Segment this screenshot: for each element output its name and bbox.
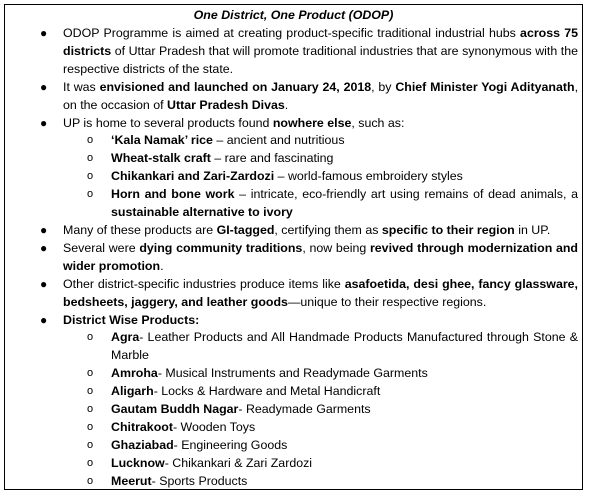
bold-text: Wheat-stalk craft xyxy=(111,151,211,166)
district-item xyxy=(63,473,578,491)
bold-text: Uttar Pradesh Divas xyxy=(167,97,285,112)
text: , on the occasion of xyxy=(63,79,579,112)
bold-text: ‘Kala Namak’ rice xyxy=(111,133,213,148)
bullet-icon: o xyxy=(87,420,94,433)
text: . xyxy=(160,258,164,273)
bullet-icon: o xyxy=(87,385,94,398)
text: – rare and fascinating xyxy=(210,151,334,166)
bullet-icon: ● xyxy=(40,115,48,130)
bullet-icon: o xyxy=(87,152,94,165)
district-item xyxy=(63,455,578,473)
text: , certifying them as xyxy=(274,222,382,237)
text: It was xyxy=(63,79,100,94)
bold-text: Chief Minister Yogi Adityanath xyxy=(395,79,575,94)
bullet-icon: ● xyxy=(40,276,48,291)
text: UP is home to several products found xyxy=(63,115,273,130)
main-bullet-list xyxy=(5,25,582,491)
bold-text: Horn and bone work xyxy=(111,187,235,202)
text: Many of these products are xyxy=(63,222,217,237)
bullet-icon: o xyxy=(87,403,94,416)
bullet-icon: ● xyxy=(40,312,48,327)
sub-list-item xyxy=(63,150,578,168)
bullet-icon: ● xyxy=(40,79,48,94)
district-product: - Sports Products xyxy=(151,473,248,488)
district-item xyxy=(63,383,578,401)
district-product: - Engineering Goods xyxy=(173,437,288,452)
bold-text: District Wise Products: xyxy=(63,312,200,327)
district-name: Chitrakoot xyxy=(111,419,173,434)
district-product: - Musical Instruments and Readymade Garments xyxy=(157,366,428,381)
bullet-icon: o xyxy=(87,456,94,469)
district-item xyxy=(63,437,578,455)
bold-text: nowhere else xyxy=(272,115,352,130)
bold-text: GI-tagged xyxy=(216,222,275,237)
text: – ancient and nutritious xyxy=(212,133,345,148)
text: ODOP Programme is aimed at creating product-specific traditional industrial hubs xyxy=(63,26,521,40)
text: of Uttar Pradesh that will promote traditional industries that are synonymous with the respective districts of the state. xyxy=(63,43,578,76)
odop-note-box xyxy=(4,4,583,490)
bold-text: specific to their region xyxy=(381,222,515,237)
text: —unique to their respective regions. xyxy=(287,294,487,309)
text: Several were xyxy=(63,240,140,255)
text: Other district-specific industries produce items like xyxy=(63,276,345,291)
district-name: Amroha xyxy=(111,366,158,381)
bullet-icon: o xyxy=(87,367,94,380)
district-item xyxy=(63,419,578,437)
sub-list-item xyxy=(63,132,578,150)
bold-text: envisioned and launched on January 24, 2018 xyxy=(99,79,372,94)
list-item xyxy=(5,222,582,240)
district-product: - Readymade Garments xyxy=(238,402,371,417)
bold-text: sustainable alternative to ivory xyxy=(111,205,293,220)
bullet-icon: o xyxy=(87,331,94,344)
bullet-icon: ● xyxy=(40,26,48,40)
district-product: - Wooden Toys xyxy=(172,419,256,434)
sub-list-item xyxy=(63,168,578,186)
district-name: Lucknow xyxy=(111,455,165,470)
district-name: Meerut xyxy=(111,473,152,488)
district-product: - Leather Products and All Handmade Products Manufactured through Stone & Marble xyxy=(111,330,578,363)
district-name: Agra xyxy=(111,330,140,345)
text: , by xyxy=(371,79,396,94)
sub-bullet-list xyxy=(63,132,578,222)
list-item xyxy=(5,240,582,276)
list-item xyxy=(5,276,582,312)
text: , such as: xyxy=(351,115,405,130)
bold-text: Chikankari and Zari-Zardozi xyxy=(111,169,275,184)
district-name: Aligarh xyxy=(111,384,154,399)
bullet-icon: ● xyxy=(40,240,48,255)
bullet-icon: o xyxy=(87,188,94,201)
bold-text: dying community traditions xyxy=(139,240,303,255)
district-item xyxy=(63,329,578,365)
text: – world-famous embroidery styles xyxy=(274,169,463,184)
district-list xyxy=(63,329,578,490)
list-item xyxy=(5,115,582,222)
list-item xyxy=(5,25,582,79)
bullet-icon: ● xyxy=(40,222,48,237)
bullet-icon: o xyxy=(87,134,94,147)
bold-text: across 75 districts xyxy=(63,26,578,58)
list-item xyxy=(5,312,582,491)
list-item xyxy=(5,79,582,115)
bold-text: asafoetida, desi ghee, fancy glassware, bedsheets, jaggery, and leather goods xyxy=(63,276,578,309)
district-name: Ghaziabad xyxy=(111,437,174,452)
district-item xyxy=(63,365,578,383)
text: in UP. xyxy=(514,222,551,237)
sub-list-item xyxy=(63,186,578,222)
bullet-icon: o xyxy=(87,438,94,451)
district-product: - Chikankari & Zari Zardozi xyxy=(164,455,313,470)
text: – intricate, eco-friendly art using remains of dead animals, a xyxy=(234,187,578,202)
bullet-icon: o xyxy=(87,474,94,487)
page-title: One District, One Product (ODOP) xyxy=(193,8,394,22)
district-item xyxy=(63,401,578,419)
district-name: Gautam Buddh Nagar xyxy=(111,402,239,417)
district-product: - Locks & Hardware and Metal Handicraft xyxy=(153,384,381,399)
text: , now being xyxy=(302,240,370,255)
text: . xyxy=(284,97,289,112)
bold-text: revived through modernization and wider promotion xyxy=(63,240,579,273)
bullet-icon: o xyxy=(87,170,94,183)
